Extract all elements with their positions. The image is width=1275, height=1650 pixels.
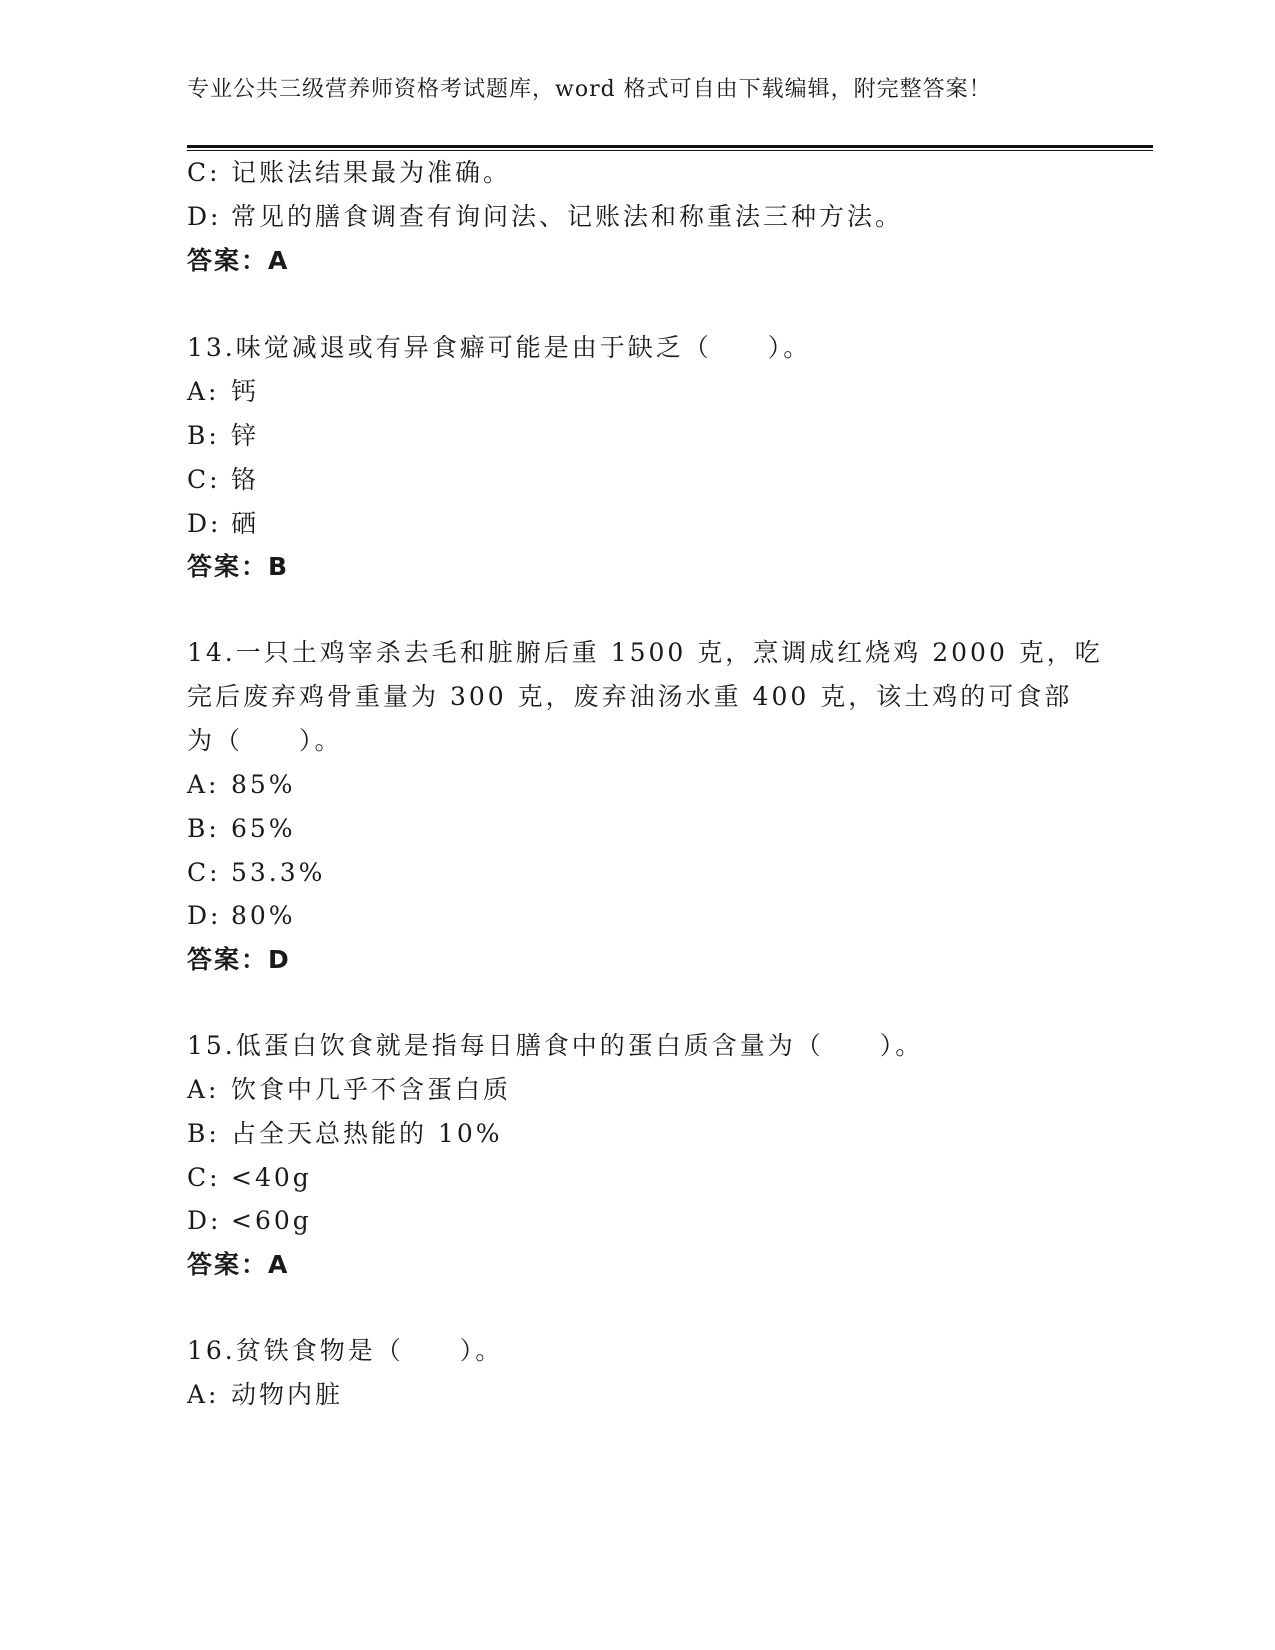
option-letter: A: [187, 1380, 220, 1409]
q14-option-c [187, 858, 325, 888]
q14-option-b [187, 814, 296, 844]
header-rule-thick [187, 145, 1153, 148]
option-letter: C: [187, 158, 221, 187]
option-text: 53.3% [231, 858, 326, 887]
option-letter: C: [187, 1163, 221, 1192]
q12-option-d [187, 202, 903, 232]
option-letter: C: [187, 465, 221, 494]
q13-option-b [187, 421, 259, 451]
q15-option-b [187, 1119, 503, 1149]
q14-stem-line-3: 为（ ）。 [187, 726, 343, 755]
q15-option-a [187, 1075, 511, 1105]
option-text: 饮食中几乎不含蛋白质 [231, 1075, 512, 1104]
q15-answer: 答案：A [187, 1250, 290, 1279]
q13-option-d [187, 509, 259, 539]
q15-option-d [187, 1206, 312, 1236]
option-text: 85% [231, 770, 296, 799]
option-letter: A: [187, 1075, 220, 1104]
option-text: 80% [231, 901, 296, 930]
option-text: 硒 [231, 509, 260, 538]
q13-option-c [187, 465, 259, 495]
option-letter: C: [187, 858, 221, 887]
q12-option-c [187, 158, 511, 188]
option-text: 钙 [231, 377, 260, 406]
option-text: 常见的膳食调查有询问法、记账法和称重法三种方法。 [231, 202, 904, 231]
option-text: <60g [231, 1206, 312, 1235]
option-letter: B: [187, 421, 220, 450]
page-header: 专业公共三级营养师资格考试题库，word 格式可自由下载编辑，附完整答案！ [187, 77, 992, 102]
q16-option-a [187, 1380, 343, 1410]
option-letter: D: [187, 1206, 222, 1235]
q14-answer: 答案：D [187, 945, 291, 974]
q12-answer: 答案：A [187, 246, 290, 275]
q14-stem-line-2: 完后废弃鸡骨重量为 300 克，废弃油汤水重 400 克，该土鸡的可食部 [187, 682, 1073, 711]
option-letter: A: [187, 377, 220, 406]
option-text: 记账法结果最为准确。 [231, 158, 512, 187]
option-text: <40g [231, 1163, 312, 1192]
option-letter: B: [187, 814, 220, 843]
q16-stem: 16.贫铁食物是（ ）。 [187, 1336, 504, 1365]
q14-option-d [187, 901, 296, 931]
q14-stem-line-1: 14.一只土鸡宰杀去毛和脏腑后重 1500 克，烹调成红烧鸡 2000 克，吃 [187, 638, 1103, 667]
option-text: 铬 [231, 465, 260, 494]
q13-option-a [187, 377, 259, 407]
header-rule-thin [187, 150, 1153, 151]
option-text: 65% [231, 814, 296, 843]
q13-stem: 13.味觉减退或有异食癖可能是由于缺乏（ ）。 [187, 333, 812, 362]
option-letter: A: [187, 770, 220, 799]
option-text: 动物内脏 [231, 1380, 344, 1409]
option-letter: D: [187, 202, 222, 231]
q13-answer: 答案：B [187, 552, 290, 581]
option-letter: D: [187, 901, 222, 930]
option-text: 占全天总热能的 10% [231, 1119, 503, 1148]
q14-option-a [187, 770, 296, 800]
q15-stem: 15.低蛋白饮食就是指每日膳食中的蛋白质含量为（ ）。 [187, 1031, 924, 1060]
q15-option-c [187, 1163, 312, 1193]
option-letter: B: [187, 1119, 220, 1148]
option-letter: D: [187, 509, 222, 538]
option-text: 锌 [231, 421, 260, 450]
